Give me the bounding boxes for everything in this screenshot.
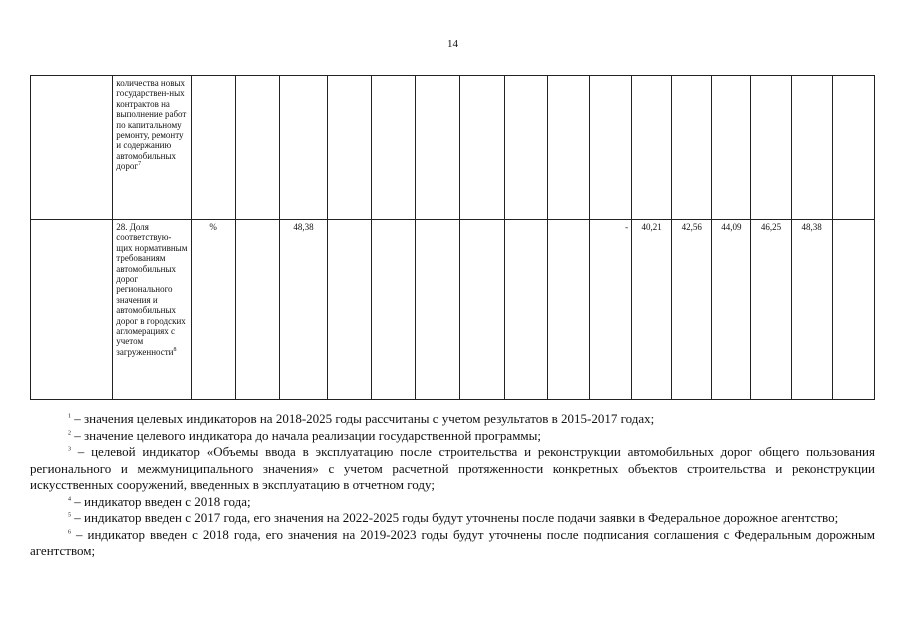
value-cell [832,76,874,220]
table-cell [372,220,416,400]
table-cell [416,220,460,400]
value-cell: 48,38 [791,220,832,400]
table-cell [31,76,113,220]
table-row [31,76,875,220]
footnotes [30,411,875,560]
table-cell [460,220,504,400]
page-number: 14 [447,38,458,50]
table-cell [547,76,589,220]
value-cell [712,76,751,220]
unit-cell [191,76,235,220]
footnote: $^4$ – индикатор введен с 2018 года; [68,493,251,509]
dash-cell: - [589,220,631,400]
value-cell: 46,25 [751,220,791,400]
table-cell [235,220,279,400]
value-cell [672,76,712,220]
value-cell: 40,21 [632,220,672,400]
value-cell [832,220,874,400]
table-cell [31,220,113,400]
footnote: $^2$ – значение целевого индикатора до начала реализации государственной программы; [68,427,541,443]
table-cell [416,76,460,220]
table-cell [328,220,372,400]
table-cell [504,76,547,220]
table-cell [547,220,589,400]
value-cell [791,76,832,220]
indicator-name-cell: 28. Доля соответствую-щих нормативным требованиям автомобильных дорог регионального значения и автомобильных дорог в городских агломерациях с учетом загруженности$^8$ [113,220,191,400]
value-cell [751,76,791,220]
footnote: $^6$ – индикатор введен с 2018 года, его значения на 2019-2023 годы будут уточнены после подписания соглашения с Федеральным дорожным агентством; [30,526,875,558]
value-cell [632,76,672,220]
table-cell [328,76,372,220]
table-cell [504,220,547,400]
table-row [31,220,875,400]
table-cell [372,76,416,220]
unit-cell: % [191,220,235,400]
table-cell [235,76,279,220]
indicator-name-cell: количества новых государствен-ных контрактов на выполнение работ по капитальному ремонту, ремонту и содержанию автомобильных дорог$^7$ [113,76,191,220]
indicator-table [30,75,875,400]
dash-cell [589,76,631,220]
footnote: $^3$ – целевой индикатор «Объемы ввода в эксплуатацию после строительства и реконструкции автомобильных дорог общего пользования регионального и межмуниципального значения» с учетом расчетной протяженности конкретных объектов строительства и реконструкции искусственных сооружений, введенных в эксплуатацию в отчетном году; [30,444,875,492]
footnote: $^1$ – значения целевых индикаторов на 2018-2025 годы рассчитаны с учетом результатов в 2015-2017 годах; [68,411,655,426]
value-cell: 42,56 [672,220,712,400]
table-cell [460,76,504,220]
footnote: $^5$ – индикатор введен с 2017 года, его значения на 2022-2025 годы будут уточнены после подачи заявки в Федеральное дорожное агентство; [68,510,839,525]
base-value-cell [279,76,327,220]
base-value-cell: 48,38 [279,220,327,400]
value-cell: 44,09 [712,220,751,400]
